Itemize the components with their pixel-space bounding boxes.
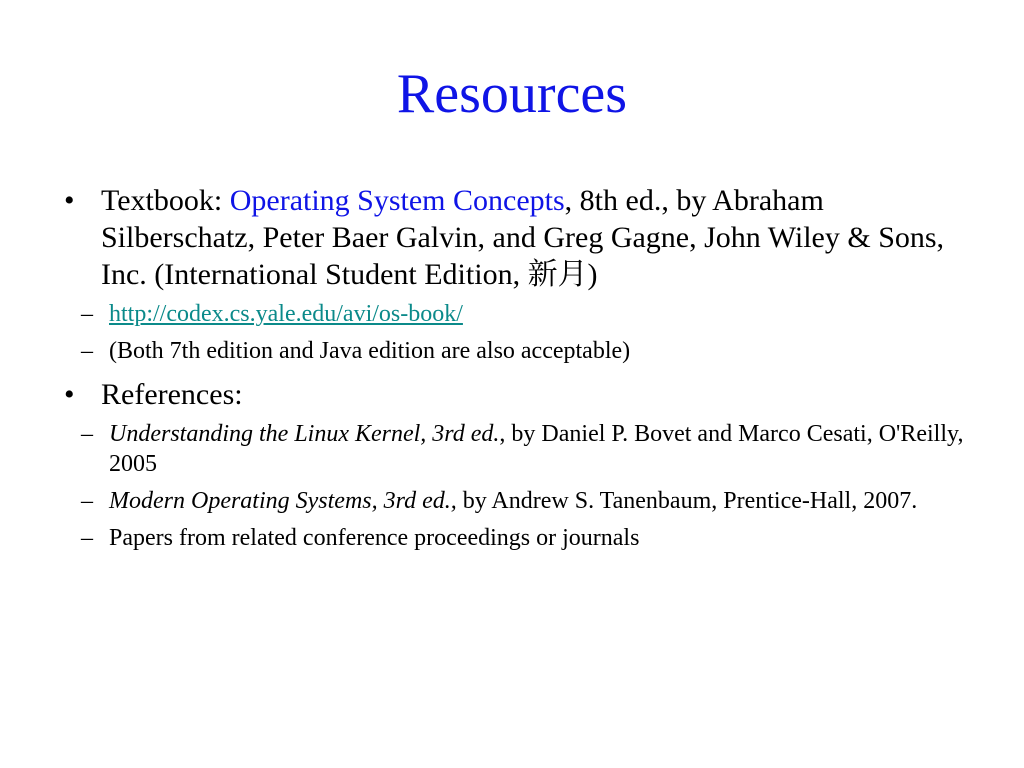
dash-marker: – xyxy=(81,525,93,551)
bullet-references xyxy=(64,376,964,413)
reference-details: Papers from related conference proceedings or journals xyxy=(109,525,640,551)
dash-marker: – xyxy=(81,488,93,514)
textbook-edition-note: (Both 7th edition and Java edition are also acceptable) xyxy=(109,338,631,364)
reference-title: Understanding the Linux Kernel, 3rd ed. xyxy=(109,421,500,447)
textbook-label: Textbook: xyxy=(101,184,230,217)
reference-item xyxy=(64,419,964,479)
bullet-marker: • xyxy=(64,378,75,411)
dash-marker: – xyxy=(81,338,93,364)
reference-details: by Andrew S. Tanenbaum, Prentice-Hall, 2007. xyxy=(456,488,918,514)
dash-marker: – xyxy=(81,301,93,327)
reference-details: , by Daniel P. Bovet and Marco Cesati, O'Reilly, 2005 xyxy=(109,421,964,477)
slide-title: Resources xyxy=(396,63,628,125)
textbook-details: , 8th ed., by Abraham Silberschatz, Peter Baer Galvin, and Greg Gagne, John Wiley & Sons, Inc. (International Student Edition, 新月) xyxy=(101,184,945,291)
textbook-url-link[interactable]: http://codex.cs.yale.edu/avi/os-book/ xyxy=(109,301,463,327)
bullet-marker: • xyxy=(64,184,75,217)
dash-marker: – xyxy=(81,421,93,447)
references-sublist xyxy=(64,419,964,553)
textbook-sub-note xyxy=(64,336,964,366)
textbook-title: Operating System Concepts xyxy=(229,184,565,217)
textbook-sublist xyxy=(64,299,964,366)
reference-item xyxy=(64,486,964,516)
references-label: References: xyxy=(101,378,243,411)
textbook-sub-url xyxy=(64,299,964,329)
slide-content xyxy=(64,182,964,563)
reference-title: Modern Operating Systems, 3rd ed., xyxy=(109,488,457,514)
bullet-textbook xyxy=(64,182,964,293)
reference-item xyxy=(64,523,964,553)
